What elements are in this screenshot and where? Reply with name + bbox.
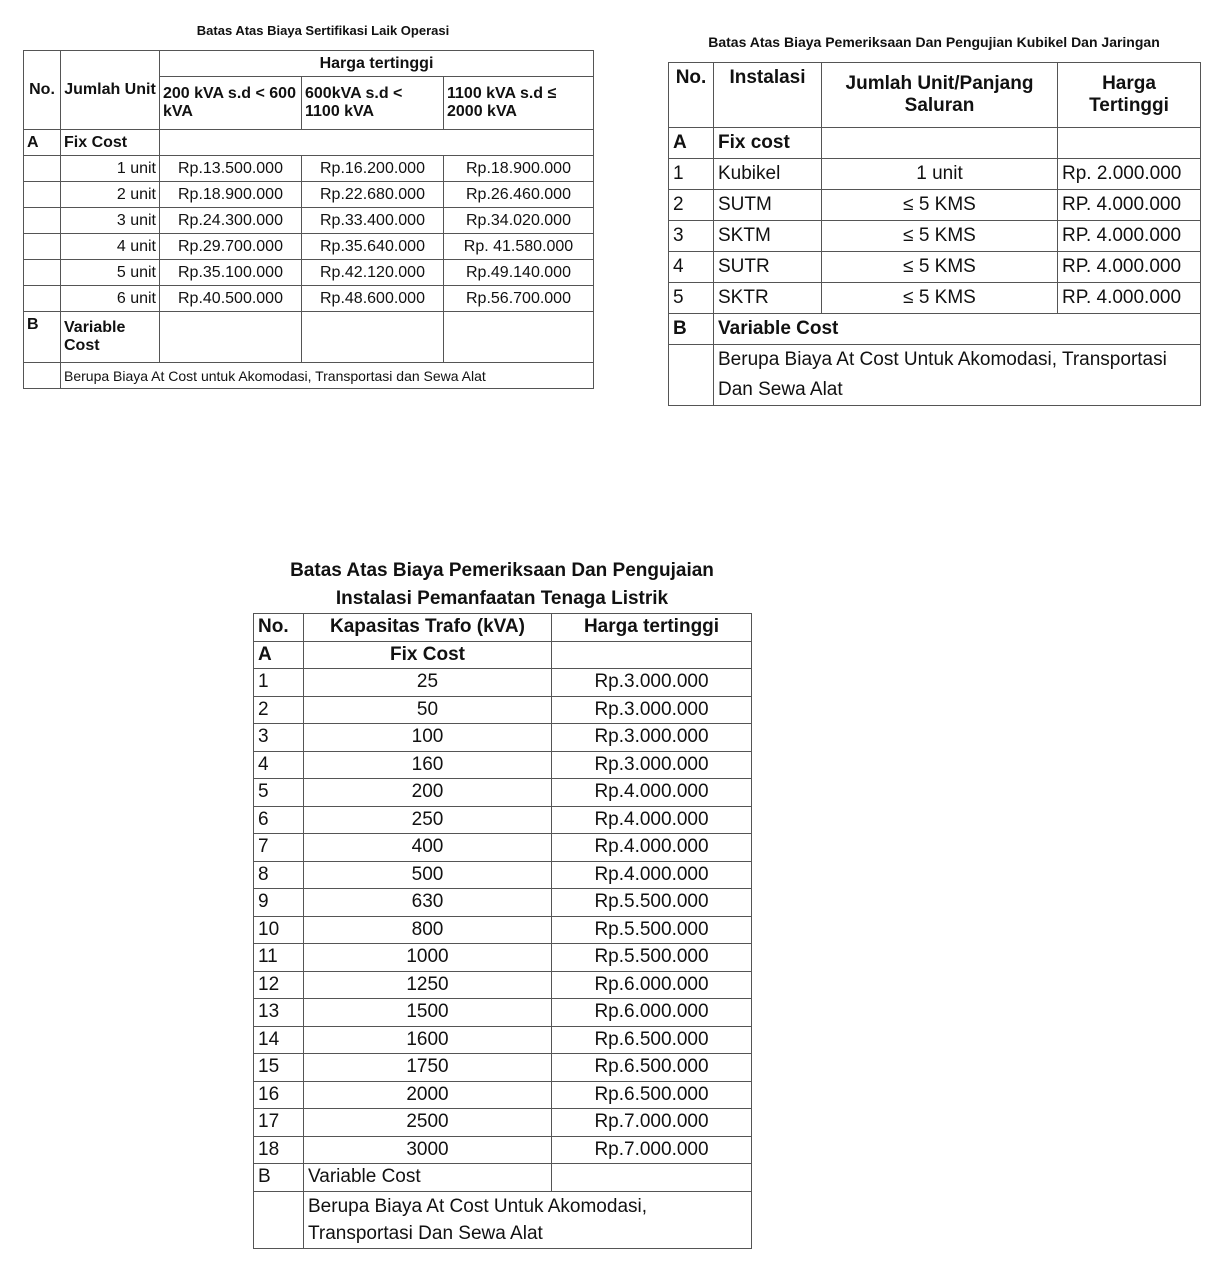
- table3-cell-harga: Rp.3.000.000: [552, 751, 752, 779]
- table1-cell-price: Rp.18.900.000: [160, 182, 302, 208]
- table2-title: Batas Atas Biaya Pemeriksaan Dan Pengujian Kubikel Dan Jaringan: [708, 34, 1160, 50]
- table1-cell-price: Rp.13.500.000: [160, 156, 302, 182]
- table1-cell-price: Rp.42.120.000: [302, 260, 444, 286]
- table1-note-row: [24, 363, 594, 389]
- table1-section-b-label: Variable Cost: [61, 312, 160, 363]
- table-row: [254, 944, 752, 972]
- table2-cell-no: 2: [669, 190, 714, 221]
- table2-cell-no: 1: [669, 159, 714, 190]
- table3-cell-kva: 800: [304, 916, 552, 944]
- table3-cell-no: 14: [254, 1026, 304, 1054]
- table1-header-range1: 200 kVA s.d < 600 kVA: [160, 77, 302, 130]
- table-row: [254, 779, 752, 807]
- table2-header-instalasi: Instalasi: [714, 63, 822, 128]
- table3-cell-harga: Rp.5.500.000: [552, 889, 752, 917]
- table3: [253, 613, 752, 1249]
- table3-cell-no: 4: [254, 751, 304, 779]
- table1-section-b-code: B: [24, 312, 61, 363]
- table-row: [669, 221, 1201, 252]
- table1-header-no: No.: [24, 51, 61, 130]
- table2-cell-harga: RP. 4.000.000: [1058, 190, 1201, 221]
- table2-header-no: No.: [669, 63, 714, 128]
- table3-cell-harga: Rp.3.000.000: [552, 724, 752, 752]
- table2-cell-instalasi: SUTR: [714, 252, 822, 283]
- table-row: [24, 260, 594, 286]
- table3-cell-no: 13: [254, 999, 304, 1027]
- table3-cell-kva: 25: [304, 669, 552, 697]
- table1-section-a-label: Fix Cost: [61, 130, 160, 156]
- table1-cell-price: Rp.56.700.000: [444, 286, 594, 312]
- table2-note-row: [669, 345, 1201, 406]
- table-row: [254, 1136, 752, 1164]
- table1-cell-price: Rp.49.140.000: [444, 260, 594, 286]
- table3-cell-harga: Rp.4.000.000: [552, 806, 752, 834]
- table3-cell-no: 16: [254, 1081, 304, 1109]
- table3-cell-kva: 1500: [304, 999, 552, 1027]
- table3-cell-no: 8: [254, 861, 304, 889]
- table-row: [254, 971, 752, 999]
- table3-cell-harga: Rp.6.500.000: [552, 1081, 752, 1109]
- table1-section-b: [24, 312, 594, 363]
- table1-cell-price: Rp.22.680.000: [302, 182, 444, 208]
- table3-section-b-label: Variable Cost: [304, 1164, 552, 1192]
- table2-section-b-code: B: [669, 314, 714, 345]
- table1-cell-unit: 4 unit: [61, 234, 160, 260]
- table1: [23, 50, 594, 389]
- table-row: [669, 283, 1201, 314]
- table-row: [24, 156, 594, 182]
- table1-cell-price: Rp.35.100.000: [160, 260, 302, 286]
- table-row: [254, 1026, 752, 1054]
- table3-cell-kva: 630: [304, 889, 552, 917]
- table3-cell-harga: Rp.5.500.000: [552, 944, 752, 972]
- table-row: [24, 234, 594, 260]
- table-row: [254, 916, 752, 944]
- table1-cell-price: Rp.40.500.000: [160, 286, 302, 312]
- table3-cell-harga: Rp.5.500.000: [552, 916, 752, 944]
- table3-section-a-label: Fix Cost: [304, 641, 552, 669]
- table2-cell-jumlah: ≤ 5 KMS: [822, 190, 1058, 221]
- table1-cell-unit: 1 unit: [61, 156, 160, 182]
- table2-cell-harga: RP. 4.000.000: [1058, 283, 1201, 314]
- table1-cell-price: Rp.24.300.000: [160, 208, 302, 234]
- table-row: [24, 182, 594, 208]
- table3-cell-no: 6: [254, 806, 304, 834]
- table2: [668, 62, 1201, 406]
- table1-cell-price: Rp.33.400.000: [302, 208, 444, 234]
- table1-note: Berupa Biaya At Cost untuk Akomodasi, Transportasi dan Sewa Alat: [61, 363, 594, 389]
- table1-section-a: [24, 130, 594, 156]
- table2-cell-instalasi: SUTM: [714, 190, 822, 221]
- table3-cell-harga: Rp.6.500.000: [552, 1026, 752, 1054]
- table1-header-jumlah-unit: Jumlah Unit: [61, 51, 160, 130]
- table3-cell-harga: Rp.6.500.000: [552, 1054, 752, 1082]
- table3-section-b-code: B: [254, 1164, 304, 1192]
- table-row: [254, 724, 752, 752]
- table2-cell-jumlah: ≤ 5 KMS: [822, 283, 1058, 314]
- table3-cell-no: 18: [254, 1136, 304, 1164]
- table2-cell-no: 5: [669, 283, 714, 314]
- table-row: [254, 696, 752, 724]
- table3-cell-no: 17: [254, 1109, 304, 1137]
- table1-cell-price: Rp. 41.580.000: [444, 234, 594, 260]
- table3-header-no: No.: [254, 614, 304, 642]
- table-row: [254, 806, 752, 834]
- table2-cell-jumlah: ≤ 5 KMS: [822, 221, 1058, 252]
- table3-cell-kva: 400: [304, 834, 552, 862]
- table-instalasi-pemanfaatan: [253, 557, 751, 1249]
- table1-cell-price: Rp.18.900.000: [444, 156, 594, 182]
- table3-header-kapasitas: Kapasitas Trafo (kVA): [304, 614, 552, 642]
- table-row: [254, 1054, 752, 1082]
- table3-cell-no: 12: [254, 971, 304, 999]
- table-row: [669, 159, 1201, 190]
- table-row: [669, 190, 1201, 221]
- table-row: [254, 669, 752, 697]
- table2-cell-instalasi: SKTM: [714, 221, 822, 252]
- table3-note: Berupa Biaya At Cost Untuk Akomodasi, Transportasi Dan Sewa Alat: [304, 1191, 752, 1248]
- table-row: [254, 999, 752, 1027]
- table3-cell-harga: Rp.4.000.000: [552, 779, 752, 807]
- table1-header-range2: 600kVA s.d < 1100 kVA: [302, 77, 444, 130]
- table1-cell-unit: 2 unit: [61, 182, 160, 208]
- table1-cell-unit: 3 unit: [61, 208, 160, 234]
- table1-cell-price: Rp.34.020.000: [444, 208, 594, 234]
- table-kubikel-jaringan: [668, 30, 1200, 406]
- table1-section-a-empty: [160, 130, 594, 156]
- table3-cell-kva: 3000: [304, 1136, 552, 1164]
- table2-section-a-code: A: [669, 128, 714, 159]
- table3-cell-kva: 160: [304, 751, 552, 779]
- table1-header-harga-tertinggi: Harga tertinggi: [160, 51, 594, 77]
- table2-cell-jumlah: 1 unit: [822, 159, 1058, 190]
- table-row: [254, 1081, 752, 1109]
- table2-cell-jumlah: ≤ 5 KMS: [822, 252, 1058, 283]
- table3-cell-kva: 500: [304, 861, 552, 889]
- table1-cell-price: Rp.16.200.000: [302, 156, 444, 182]
- table3-cell-kva: 50: [304, 696, 552, 724]
- table2-cell-no: 3: [669, 221, 714, 252]
- table3-cell-kva: 2000: [304, 1081, 552, 1109]
- table3-cell-harga: Rp.7.000.000: [552, 1109, 752, 1137]
- table3-cell-kva: 250: [304, 806, 552, 834]
- table2-section-a: [669, 128, 1201, 159]
- table3-cell-kva: 1250: [304, 971, 552, 999]
- table3-cell-kva: 1600: [304, 1026, 552, 1054]
- table-row: [254, 1109, 752, 1137]
- table1-cell-price: Rp.35.640.000: [302, 234, 444, 260]
- table3-cell-no: 11: [254, 944, 304, 972]
- table1-header-range3: 1100 kVA s.d ≤ 2000 kVA: [444, 77, 594, 130]
- table2-header-jumlah: Jumlah Unit/Panjang Saluran: [822, 63, 1058, 128]
- table3-section-b: [254, 1164, 752, 1192]
- table2-cell-instalasi: SKTR: [714, 283, 822, 314]
- table-row: [24, 208, 594, 234]
- table2-cell-no: 4: [669, 252, 714, 283]
- table2-cell-harga: RP. 4.000.000: [1058, 252, 1201, 283]
- table3-title: Batas Atas Biaya Pemeriksaan Dan Pengujaian Instalasi Pemanfaatan Tenaga Listrik: [290, 560, 714, 609]
- table3-cell-no: 7: [254, 834, 304, 862]
- table3-note-row: [254, 1191, 752, 1248]
- table-row: [254, 751, 752, 779]
- table3-cell-no: 2: [254, 696, 304, 724]
- table3-cell-no: 3: [254, 724, 304, 752]
- table2-note: Berupa Biaya At Cost Untuk Akomodasi, Transportasi Dan Sewa Alat: [714, 345, 1201, 406]
- table1-cell-unit: 5 unit: [61, 260, 160, 286]
- table-sertifikasi-laik-operasi: [23, 20, 593, 389]
- table1-cell-unit: 6 unit: [61, 286, 160, 312]
- table1-section-a-code: A: [24, 130, 61, 156]
- table3-cell-no: 9: [254, 889, 304, 917]
- table2-cell-harga: Rp. 2.000.000: [1058, 159, 1201, 190]
- table3-cell-harga: Rp.7.000.000: [552, 1136, 752, 1164]
- table3-cell-no: 5: [254, 779, 304, 807]
- table3-cell-kva: 100: [304, 724, 552, 752]
- table3-section-a-code: A: [254, 641, 304, 669]
- table2-section-b: [669, 314, 1201, 345]
- table3-cell-harga: Rp.3.000.000: [552, 696, 752, 724]
- table3-cell-no: 1: [254, 669, 304, 697]
- table-row: [254, 889, 752, 917]
- table2-cell-instalasi: Kubikel: [714, 159, 822, 190]
- table3-cell-kva: 2500: [304, 1109, 552, 1137]
- table2-section-b-label: Variable Cost: [714, 314, 1201, 345]
- table3-cell-no: 15: [254, 1054, 304, 1082]
- table-row: [254, 834, 752, 862]
- table3-cell-kva: 200: [304, 779, 552, 807]
- table1-cell-price: Rp.48.600.000: [302, 286, 444, 312]
- table1-cell-price: Rp.29.700.000: [160, 234, 302, 260]
- table3-cell-harga: Rp.4.000.000: [552, 861, 752, 889]
- table2-cell-harga: RP. 4.000.000: [1058, 221, 1201, 252]
- table-row: [254, 861, 752, 889]
- table3-cell-harga: Rp.4.000.000: [552, 834, 752, 862]
- table2-header-harga: Harga Tertinggi: [1058, 63, 1201, 128]
- table-row: [24, 286, 594, 312]
- table3-section-a: [254, 641, 752, 669]
- table-row: [669, 252, 1201, 283]
- table3-cell-harga: Rp.3.000.000: [552, 669, 752, 697]
- table2-section-a-label: Fix cost: [714, 128, 822, 159]
- table1-title: Batas Atas Biaya Sertifikasi Laik Operasi: [196, 23, 450, 38]
- table3-cell-harga: Rp.6.000.000: [552, 999, 752, 1027]
- table3-header-harga: Harga tertinggi: [552, 614, 752, 642]
- table1-cell-price: Rp.26.460.000: [444, 182, 594, 208]
- table3-cell-kva: 1750: [304, 1054, 552, 1082]
- table3-cell-harga: Rp.6.000.000: [552, 971, 752, 999]
- table3-cell-no: 10: [254, 916, 304, 944]
- table3-cell-kva: 1000: [304, 944, 552, 972]
